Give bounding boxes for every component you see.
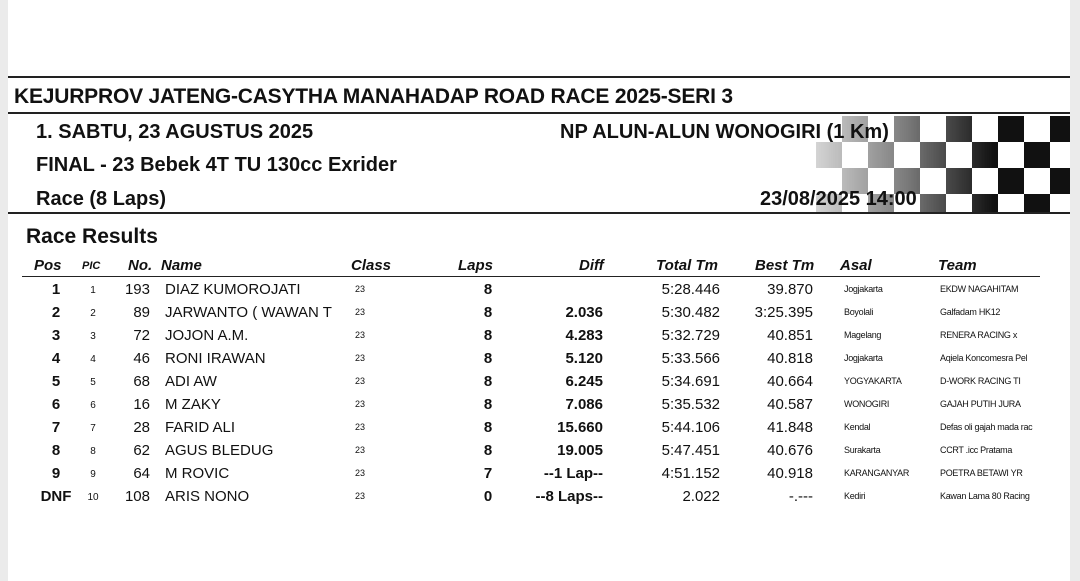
table-row (8, 394, 1070, 417)
row-team: D-WORK RACING TI (940, 376, 1021, 386)
row-class: 23 (355, 491, 366, 501)
row-total: 2.022 (682, 488, 720, 505)
row-class: 23 (355, 376, 366, 386)
row-laps: 8 (483, 304, 493, 321)
row-total: 4:51.152 (661, 465, 720, 482)
row-asal: Jogjakarta (844, 284, 883, 294)
row-best: 3:25.395 (754, 304, 813, 321)
row-laps: 0 (483, 488, 493, 505)
row-team: POETRA BETAWI YR (940, 468, 1023, 478)
row-diff: 15.660 (557, 419, 603, 436)
race-info-box (8, 116, 1070, 214)
row-no: 62 (133, 442, 150, 459)
row-asal: Jogjakarta (844, 353, 883, 363)
row-pos: 1 (51, 281, 61, 298)
row-total: 5:35.532 (661, 396, 720, 413)
row-pos: 8 (51, 442, 61, 459)
row-class: 23 (355, 422, 366, 432)
row-laps: 7 (483, 465, 493, 482)
row-name: AGUS BLEDUG (165, 442, 274, 459)
results-sheet (8, 0, 1070, 581)
row-team: GAJAH PUTIH JURA (940, 399, 1021, 409)
row-pos: 6 (51, 396, 61, 413)
row-laps: 8 (483, 281, 493, 298)
row-total: 5:32.729 (661, 327, 720, 344)
row-laps: 8 (483, 419, 493, 436)
row-pic: 10 (87, 492, 99, 503)
row-team: Kawan Lama 80 Racing (940, 491, 1030, 501)
row-class: 23 (355, 445, 366, 455)
row-pos: 3 (51, 327, 61, 344)
col-laps: Laps (458, 257, 494, 274)
row-diff: 4.283 (565, 327, 603, 344)
row-team: CCRT .icc Pratama (940, 445, 1013, 455)
row-best: -.--- (788, 488, 813, 505)
row-pos: 5 (51, 373, 61, 390)
col-asal: Asal (840, 257, 872, 274)
row-total: 5:28.446 (661, 281, 720, 298)
row-pic: 3 (90, 331, 96, 342)
row-team: Aqiela Koncomesra Pel (940, 353, 1028, 363)
row-pic: 2 (90, 308, 96, 319)
row-pic: 5 (90, 377, 96, 388)
col-best: Best Tm (755, 257, 815, 274)
row-class: 23 (355, 284, 366, 294)
table-row (8, 486, 1070, 509)
row-pos: DNF (40, 488, 72, 505)
row-asal: Surakarta (844, 445, 881, 455)
row-laps: 8 (483, 327, 493, 344)
row-best: 40.818 (767, 350, 813, 367)
row-team: Defas oli gajah mada rac (940, 422, 1033, 432)
col-class: Class (351, 257, 392, 274)
row-no: 16 (133, 396, 150, 413)
row-best: 40.676 (767, 442, 813, 459)
row-name: M ROVIC (165, 465, 230, 482)
row-pic: 8 (90, 446, 96, 457)
row-team: EKDW NAGAHITAM (940, 284, 1019, 294)
row-best: 40.918 (767, 465, 813, 482)
table-row (8, 302, 1070, 325)
event-title: KEJURPROV JATENG-CASYTHA MANAHADAP ROAD RACE 2025-SERI 3 (14, 85, 733, 108)
row-asal: WONOGIRI (844, 399, 890, 409)
row-no: 46 (133, 350, 150, 367)
row-diff: 2.036 (565, 304, 603, 321)
row-total: 5:47.451 (661, 442, 720, 459)
row-class: 23 (355, 399, 366, 409)
table-row (8, 371, 1070, 394)
race-venue: NP ALUN-ALUN WONOGIRI (1 Km) (560, 121, 889, 143)
col-total: Total Tm (656, 257, 718, 274)
row-diff: 7.086 (565, 396, 603, 413)
row-laps: 8 (483, 373, 493, 390)
race-laps: Race (8 Laps) (36, 188, 167, 210)
row-name: M ZAKY (165, 396, 221, 413)
table-row (8, 417, 1070, 440)
row-laps: 8 (483, 442, 493, 459)
row-class: 23 (355, 307, 366, 317)
row-name: JOJON A.M. (165, 327, 249, 344)
row-best: 39.870 (767, 281, 813, 298)
row-name: DIAZ KUMOROJATI (165, 281, 301, 298)
col-pic: PIC (82, 260, 101, 272)
row-no: 108 (124, 488, 150, 505)
race-event: FINAL - 23 Bebek 4T TU 130cc Exrider (36, 154, 397, 176)
col-team: Team (938, 257, 977, 274)
row-diff: 5.120 (565, 350, 603, 367)
row-class: 23 (355, 468, 366, 478)
race-datetime: 23/08/2025 14:00 (760, 188, 917, 210)
row-asal: KARANGANYAR (844, 468, 910, 478)
row-total: 5:44.106 (661, 419, 720, 436)
row-class: 23 (355, 353, 366, 363)
row-asal: Kendal (844, 422, 871, 432)
table-row (8, 279, 1070, 302)
row-total: 5:34.691 (661, 373, 720, 390)
row-best: 40.851 (767, 327, 813, 344)
row-asal: Kediri (844, 491, 866, 501)
row-no: 68 (133, 373, 150, 390)
row-pic: 7 (90, 423, 96, 434)
row-no: 64 (133, 465, 150, 482)
table-row (8, 463, 1070, 486)
row-laps: 8 (483, 350, 493, 367)
title-bar (8, 76, 1070, 114)
row-class: 23 (355, 330, 366, 340)
row-pos: 9 (51, 465, 61, 482)
row-pic: 1 (90, 285, 96, 296)
col-name: Name (161, 257, 202, 274)
row-no: 89 (133, 304, 150, 321)
row-no: 28 (133, 419, 150, 436)
row-asal: Magelang (844, 330, 882, 340)
row-asal: Boyolali (844, 307, 874, 317)
row-asal: YOGYAKARTA (844, 376, 902, 386)
row-no: 72 (133, 327, 150, 344)
row-pic: 4 (90, 354, 96, 365)
row-best: 40.664 (767, 373, 813, 390)
race-day: 1. SABTU, 23 AGUSTUS 2025 (36, 121, 314, 143)
row-team: Galfadam HK12 (940, 307, 1001, 317)
col-pos: Pos (34, 257, 62, 274)
row-best: 41.848 (767, 419, 813, 436)
row-best: 40.587 (767, 396, 813, 413)
row-no: 193 (124, 281, 150, 298)
row-pic: 9 (90, 469, 96, 480)
row-pos: 7 (51, 419, 61, 436)
col-diff: Diff (579, 257, 604, 274)
row-pos: 2 (51, 304, 61, 321)
row-diff: --1 Lap-- (543, 465, 603, 482)
row-diff: 19.005 (557, 442, 603, 459)
section-title: Race Results (26, 225, 158, 248)
row-total: 5:33.566 (661, 350, 720, 367)
header-divider (22, 276, 1040, 277)
row-name: ADI AW (165, 373, 217, 390)
row-diff: --8 Laps-- (535, 488, 603, 505)
row-name: JARWANTO ( WAWAN T (165, 304, 332, 321)
row-pos: 4 (51, 350, 61, 367)
table-row (8, 348, 1070, 371)
row-total: 5:30.482 (661, 304, 720, 321)
row-name: FARID ALI (165, 419, 236, 436)
row-diff: 6.245 (565, 373, 603, 390)
col-no: No. (128, 257, 153, 274)
table-row (8, 440, 1070, 463)
row-team: RENERA RACING x (940, 330, 1018, 340)
row-pic: 6 (90, 400, 96, 411)
table-row (8, 325, 1070, 348)
row-name: RONI IRAWAN (165, 350, 266, 367)
row-name: ARIS NONO (165, 488, 250, 505)
row-laps: 8 (483, 396, 493, 413)
